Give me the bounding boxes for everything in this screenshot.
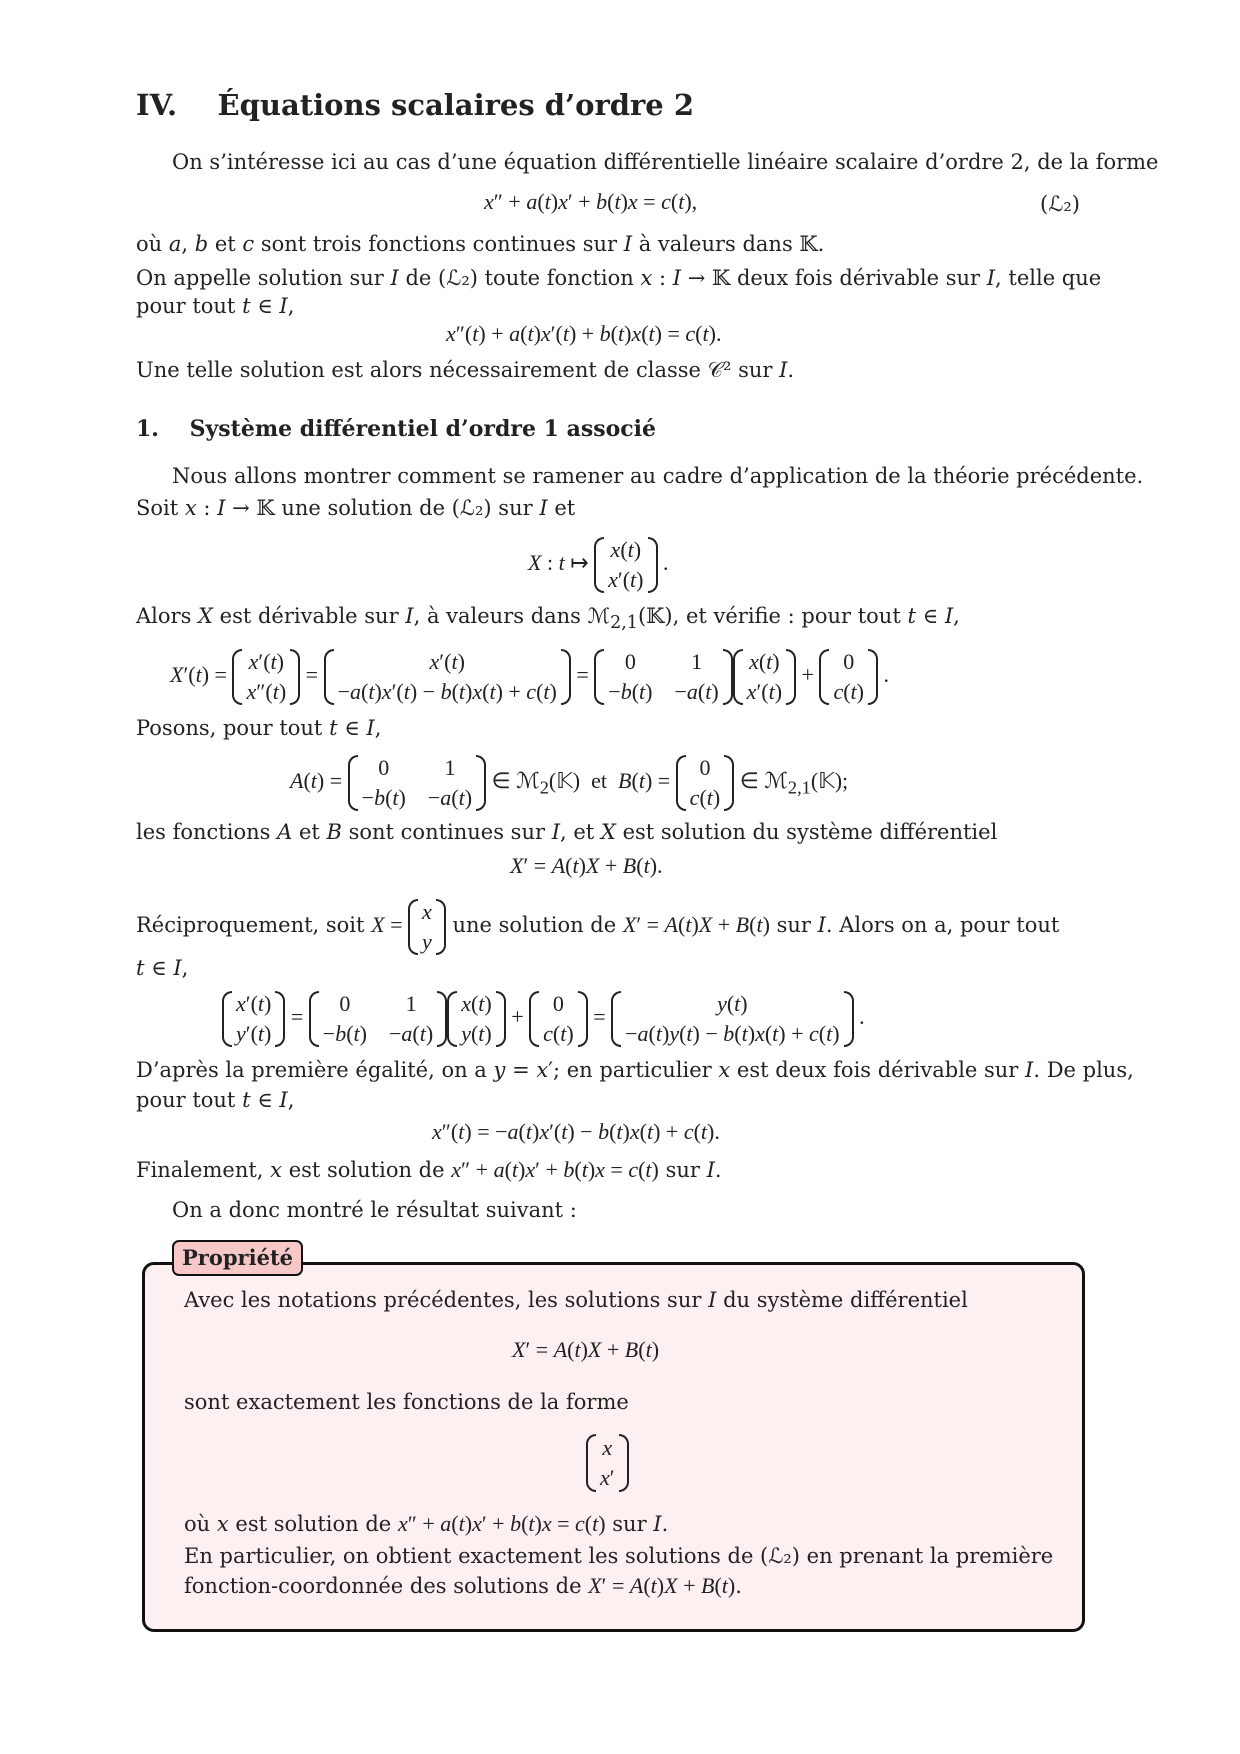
- text: est deux fois dérivable sur: [736, 1058, 1019, 1082]
- section-number: IV.: [136, 88, 178, 122]
- text: De plus,: [1046, 1058, 1134, 1082]
- text: est solution du système différentiel: [622, 820, 998, 844]
- text: sur: [738, 358, 773, 382]
- paragraph-class-c2: Une telle solution est alors nécessairement de classe 𝒞² sur I.: [136, 358, 795, 382]
- paragraph-t-in-I: t ∈ I,: [136, 956, 189, 980]
- text: sur: [612, 1512, 647, 1536]
- paragraph-result: On a donc montré le résultat suivant :: [172, 1198, 577, 1222]
- text: telle que: [1008, 266, 1102, 290]
- equation-second-order: x″(t) = −a(t)x′(t) − b(t)x(t) + c(t).: [432, 1119, 720, 1144]
- paragraph-posons: Posons, pour tout t ∈ I,: [136, 716, 382, 740]
- paragraph-first-equality: D’après la première égalité, on a y = x′; en particulier x est deux fois dérivable sur I. De plus,: [136, 1058, 1134, 1082]
- text: les fonctions: [136, 820, 271, 844]
- text: et: [591, 768, 608, 794]
- intro-paragraph: On s’intéresse ici au cas d’une équation différentielle linéaire scalaire d’ordre 2, de la forme: [172, 150, 1159, 174]
- text: Avec les notations précédentes, les solutions sur: [184, 1288, 702, 1312]
- property-vector: x x′: [586, 1432, 629, 1494]
- subsection-title: Système différentiel d’ordre 1 associé: [189, 416, 657, 442]
- text: du système différentiel: [723, 1288, 968, 1312]
- text: Une telle solution est alors nécessairement de classe: [136, 358, 701, 382]
- text: D’après la première égalité, on a: [136, 1058, 487, 1082]
- paragraph-reciprocal: Réciproquement, soit X = x y une solution de X′ = A(t)X + B(t) sur I. Alors on a, pour tout: [136, 899, 1060, 954]
- text: et: [554, 496, 576, 520]
- paragraph-finally: Finalement, x est solution de x″ + a(t)x′ + b(t)x = c(t) sur I.: [136, 1157, 722, 1182]
- paragraph-for-all: pour tout t ∈ I,: [136, 294, 295, 318]
- equation-X-def: X : t ↦ x(t) x′(t) .: [528, 537, 669, 592]
- text: et vérifie : pour tout: [685, 604, 901, 628]
- subsection-heading: [136, 416, 656, 442]
- property-line-3: où x est solution de x″ + a(t)x′ + b(t)x = c(t) sur I.: [184, 1511, 669, 1536]
- property-line-1: Avec les notations précédentes, les solutions sur I du système différentiel: [184, 1288, 968, 1312]
- text: une solution de (ℒ₂) sur: [281, 496, 533, 520]
- text: sur: [665, 1158, 700, 1182]
- text: où: [184, 1512, 211, 1536]
- text: pour tout: [136, 1088, 236, 1112]
- equation-L2: x″ + a(t)x′ + b(t)x = c(t),: [484, 189, 698, 214]
- equation-X-prime: X′(t) = x′(t) x″(t) = x′(t) −a(t)x′(t) − b(t)x(t) + c(t) = 0 1 −b(t) −a(t) x(t) x′(t) + 0 c(t) .: [170, 649, 889, 704]
- paragraph-abc: où a, b et c sont trois fonctions continues sur I à valeurs dans 𝕂.: [136, 232, 825, 256]
- property-line-5: fonction-coordonnée des solutions de X′ = A(t)X + B(t).: [184, 1573, 742, 1598]
- text: est solution de: [235, 1512, 392, 1536]
- text: sont continues sur: [348, 820, 546, 844]
- text: Soit: [136, 496, 179, 520]
- section-heading: [136, 88, 694, 122]
- text: deux fois dérivable sur: [736, 266, 981, 290]
- section-title: Équations scalaires d’ordre 2: [217, 88, 695, 122]
- text: Alors on a, pour tout: [839, 913, 1060, 938]
- property-tag: Propriété: [172, 1240, 303, 1276]
- text: sont trois fonctions continues sur: [260, 232, 618, 256]
- equation-A-B: A(t) = 0 1 −b(t) −a(t) ∈ ℳ$_2$(𝕂) et B(t) = 0 c(t) ∈ ℳ$_{2,1}$(𝕂);: [290, 755, 849, 810]
- text: Posons, pour tout: [136, 716, 323, 740]
- paragraph-for-all-2: pour tout t ∈ I,: [136, 1088, 295, 1112]
- text: fonction-coordonnée des solutions de: [184, 1574, 582, 1598]
- text: est dérivable sur: [219, 604, 399, 628]
- property-line-2: sont exactement les fonctions de la forme: [184, 1390, 629, 1414]
- equation-reciprocal: x′(t) y′(t) = 0 1 −b(t) −a(t) x(t) y(t) + 0 c(t) = y(t) −a(t)y(t) − b(t)x(t) + c(t) .: [222, 988, 865, 1050]
- property-equation: X′ = A(t)X + B(t): [512, 1337, 660, 1362]
- paragraph-continuous: les fonctions A et B sont continues sur I, et X est solution du système différentiel: [136, 820, 998, 844]
- text: Réciproquement, soit: [136, 913, 365, 938]
- text: Finalement,: [136, 1158, 264, 1182]
- text: On appelle solution sur: [136, 266, 384, 290]
- paragraph-goal: Nous allons montrer comment se ramener au cadre d’application de la théorie précédente.: [172, 464, 1144, 488]
- text: une solution de: [452, 913, 617, 938]
- equation-system: X′ = A(t)X + B(t).: [510, 853, 663, 878]
- paragraph-let-x: Soit x : I → 𝕂 une solution de (ℒ₂) sur I et: [136, 496, 576, 520]
- text: pour tout: [136, 294, 236, 318]
- equation-label: (ℒ₂): [1040, 192, 1080, 216]
- property-line-4: En particulier, on obtient exactement les solutions de (ℒ₂) en prenant la première: [184, 1544, 1054, 1568]
- text: à valeurs dans: [426, 604, 581, 628]
- paragraph-solution-def: On appelle solution sur I de (ℒ₂) toute fonction x : I → 𝕂 deux fois dérivable sur I, telle que: [136, 266, 1102, 290]
- text: est solution de: [288, 1158, 445, 1182]
- text: Alors: [136, 604, 192, 628]
- text: à valeurs dans 𝕂.: [638, 232, 825, 256]
- subsection-number: 1.: [136, 416, 159, 442]
- equation-solution: x″(t) + a(t)x′(t) + b(t)x(t) = c(t).: [446, 321, 722, 346]
- paragraph-X-derivable: Alors X est dérivable sur I, à valeurs dans ℳ$_{2,1}$(𝕂), et vérifie : pour tout t ∈ I,: [136, 604, 960, 634]
- text: de (ℒ₂) toute fonction: [405, 266, 634, 290]
- text: ; en particulier: [552, 1058, 712, 1082]
